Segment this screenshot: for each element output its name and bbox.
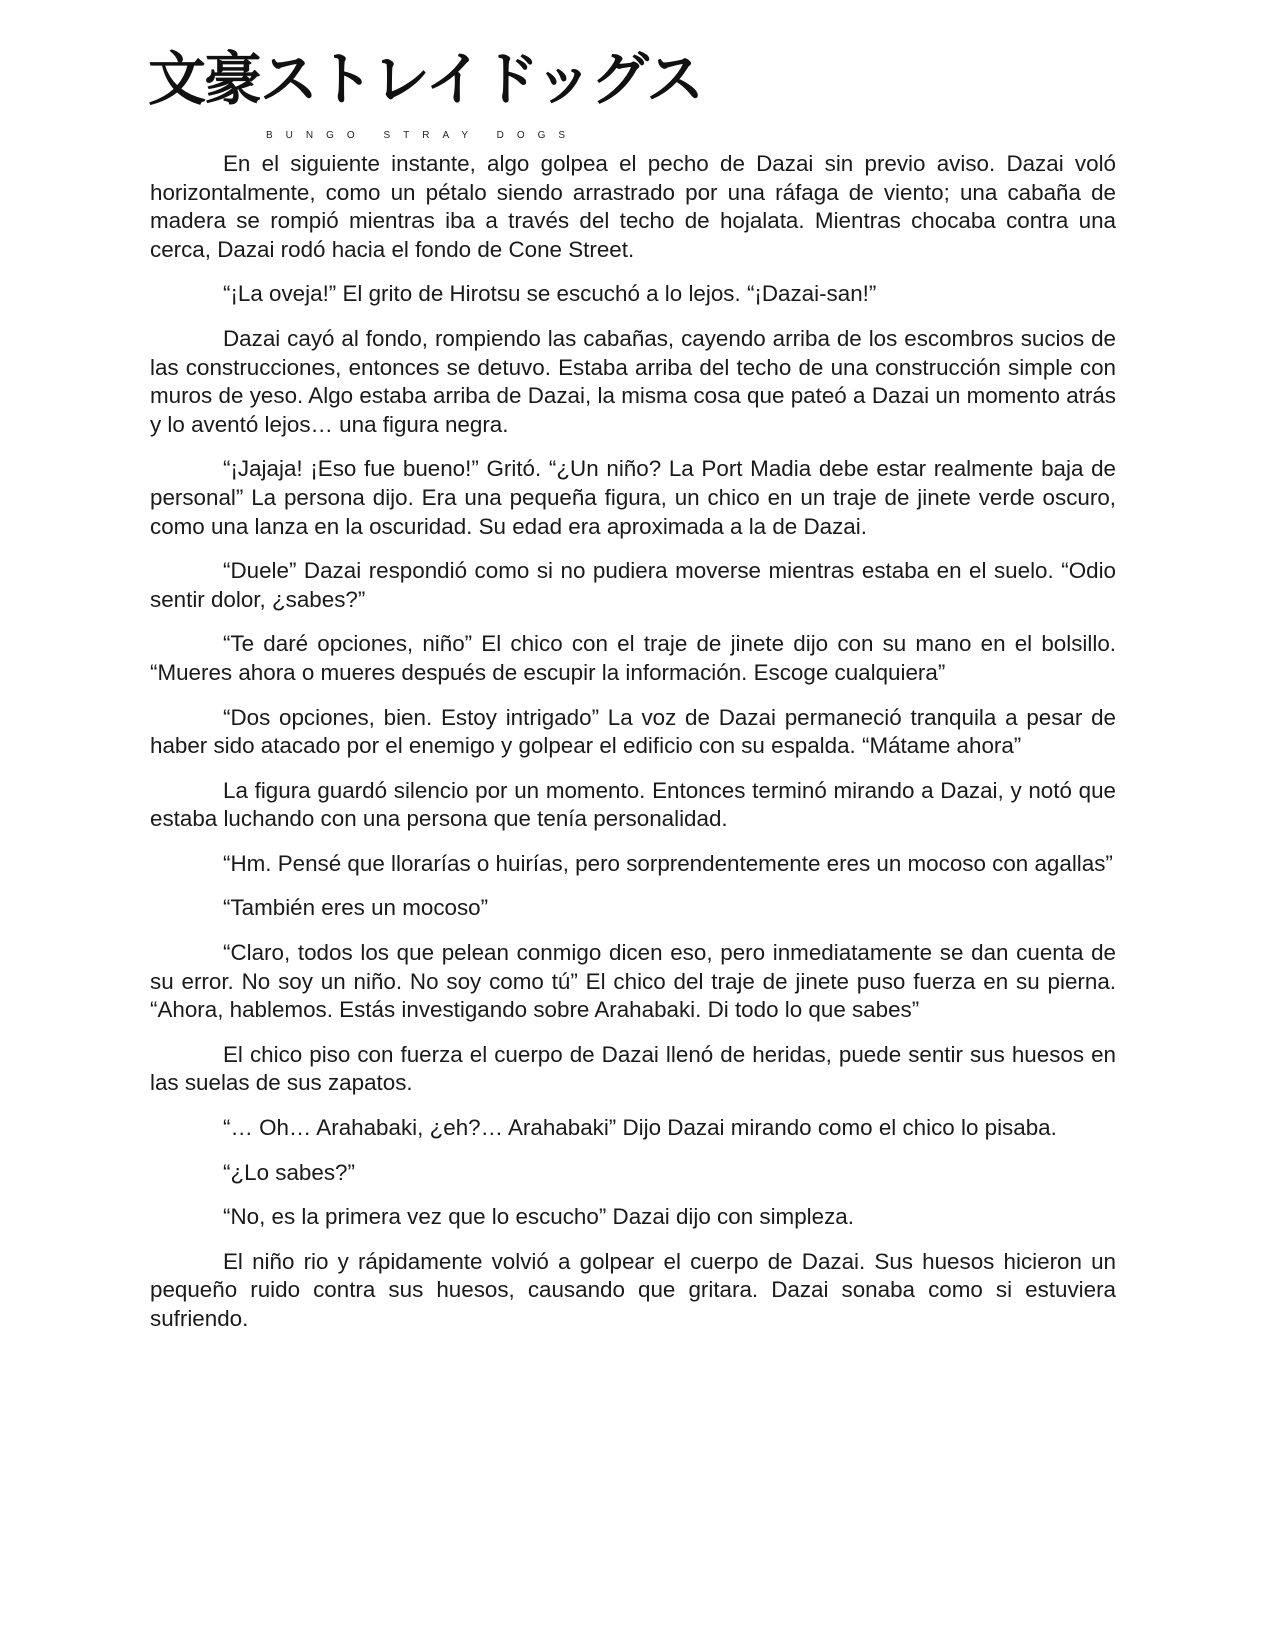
paragraph: En el siguiente instante, algo golpea el pecho de Dazai sin previo aviso. Dazai voló horizontalmente, como un pétalo siendo arrastrado por una ráfaga de viento; una cabaña de madera se rompió mientras iba a través del techo de hojalata. Mientras chocaba contra una cerca, Dazai rodó hacia el fondo de Cone Street.	[150, 151, 1116, 262]
logo-title-japanese: 文豪ストレイドッグス	[148, 45, 703, 113]
paragraph: “Te daré opciones, niño” El chico con el traje de jinete dijo con su mano en el bolsillo. “Mueres ahora o mueres después de escupir la información. Escoge cualquiera”	[150, 631, 1116, 685]
body-text	[150, 150, 1116, 1350]
paragraph: Dazai cayó al fondo, rompiendo las cabañas, cayendo arriba de los escombros sucios de las construcciones, entonces se detuvo. Estaba arriba del techo de una construcción simple con muros de yeso. Algo estaba arriba de Dazai, la misma cosa que pateó a Dazai un momento atrás y lo aventó lejos… una figura negra.	[150, 325, 1116, 437]
paragraph: “Claro, todos los que pelean conmigo dicen eso, pero inmediatamente se dan cuenta de su error. No soy un niño. No soy como tú” El chico del traje de jinete puso fuerza en su pierna. “Ahora, hablemos. Estás investigando sobre Arahabaki. Di todo lo que sabes”	[150, 940, 1116, 1023]
logo-subtitle-english: BUNGO STRAY DOGS	[266, 130, 579, 141]
paragraph: “¿Lo sabes?”	[223, 1159, 355, 1185]
paragraph: “Hm. Pensé que llorarías o huirías, pero sorprendentemente eres un mocoso con agallas”	[223, 850, 1113, 876]
paragraph: El chico piso con fuerza el cuerpo de Dazai llenó de heridas, puede sentir sus huesos en las suelas de sus zapatos.	[150, 1041, 1116, 1096]
paragraph: “¡Jajaja! ¡Eso fue bueno!” Gritó. “¿Un niño? La Port Madia debe estar realmente baja de personal” La persona dijo. Era una pequeña figura, un chico en un traje de jinete verde oscuro, como una lanza en la oscuridad. Su edad era aproximada a la de Dazai.	[150, 456, 1116, 539]
paragraph: “… Oh… Arahabaki, ¿eh?… Arahabaki” Dijo Dazai mirando como el chico lo pisaba.	[223, 1115, 1057, 1141]
paragraph: El niño rio y rápidamente volvió a golpear el cuerpo de Dazai. Sus huesos hicieron un pequeño ruido contra sus huesos, causando que gritara. Dazai sonaba como si estuviera sufriendo.	[150, 1248, 1116, 1331]
paragraph: “¡La oveja!” El grito de Hirotsu se escuchó a lo lejos. “¡Dazai-san!”	[223, 281, 877, 307]
paragraph: “No, es la primera vez que lo escucho” Dazai dijo con simpleza.	[223, 1204, 854, 1230]
paragraph: La figura guardó silencio por un momento. Entonces terminó mirando a Dazai, y notó que estaba luchando con una persona que tenía personalidad.	[150, 777, 1116, 832]
page-header	[148, 44, 703, 144]
paragraph: “También eres un mocoso”	[223, 895, 489, 921]
paragraph: “Dos opciones, bien. Estoy intrigado” La voz de Dazai permaneció tranquila a pesar de haber sido atacado por el enemigo y golpear el edificio con su espalda. “Mátame ahora”	[150, 704, 1116, 759]
paragraph: “Duele” Dazai respondió como si no pudiera moverse mientras estaba en el suelo. “Odio sentir dolor, ¿sabes?”	[150, 558, 1116, 612]
